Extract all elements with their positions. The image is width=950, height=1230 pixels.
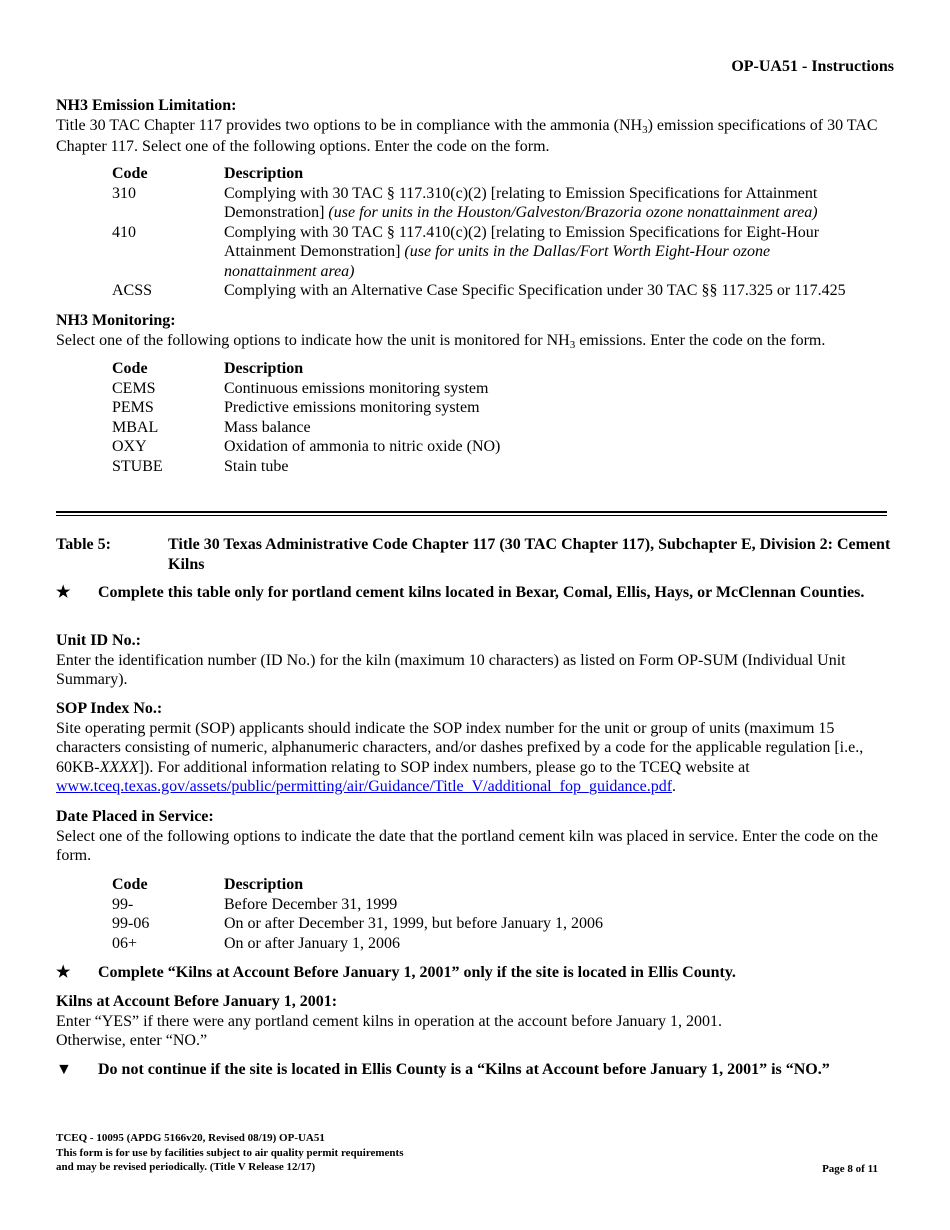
instruction-note <box>56 1060 894 1080</box>
nh3-emission-intro-a: Title 30 TAC Chapter 117 provides two options to be in compliance with the ammonia (NH <box>56 116 643 134</box>
triangle-down-icon: ▼ <box>56 1061 72 1078</box>
nh3-emission-heading: NH3 Emission Limitation: <box>56 97 237 114</box>
description-column-header: Description <box>224 876 304 893</box>
row-code: OXY <box>112 438 147 455</box>
page-header-title: OP-UA51 - Instructions <box>731 58 894 75</box>
nh3-monitoring-section <box>56 311 894 352</box>
table-header-row <box>112 875 894 895</box>
nh3-subscript: 3 <box>569 338 576 351</box>
note-text: Do not continue if the site is located in Ellis County is a “Kilns at Account before January 1, 2001” is “NO.” <box>98 1061 830 1078</box>
row-code: 410 <box>112 223 136 241</box>
nh3-monitoring-heading: NH3 Monitoring: <box>56 312 176 329</box>
table5-title-text: Title 30 Texas Administrative Code Chapter 117 (30 TAC Chapter 117), Subchapter E, Division 2: Cement Kilns <box>168 536 891 573</box>
date-service-heading: Date Placed in Service: <box>56 808 214 825</box>
table-row <box>112 379 894 399</box>
nh3-monitoring-code-table <box>112 359 894 476</box>
footer-line3: and may be revised periodically. (Title V Release 12/17) <box>56 1161 316 1173</box>
nh3-emission-code-table <box>112 164 894 301</box>
date-service-text: Select one of the following options to indicate the date that the portland cement kiln was placed in service. Enter the code on the form. <box>56 827 878 864</box>
table-row <box>112 457 894 477</box>
sop-text-italic: XXXX <box>99 758 139 776</box>
description-column-header: Description <box>224 360 304 377</box>
row-description <box>224 223 894 282</box>
table-header-row <box>112 359 894 379</box>
code-column-header: Code <box>112 360 148 377</box>
sop-text-c: . <box>672 778 677 795</box>
row-code: 310 <box>112 184 136 202</box>
table-header-row <box>112 164 894 184</box>
table-row <box>112 895 894 915</box>
sop-index-section <box>56 699 894 797</box>
row-code: PEMS <box>112 399 154 416</box>
row-desc-note: (use for units in the Dallas/Fort Worth Eight-Hour ozone nonattainment area) <box>224 243 771 280</box>
row-code: 06+ <box>112 934 138 952</box>
instruction-note <box>56 963 894 983</box>
unit-id-section <box>56 631 894 690</box>
footer-line2: This form is for use by facilities subject to air quality permit requirements <box>56 1146 404 1159</box>
page-number: Page 8 of 11 <box>822 1163 878 1175</box>
table-row <box>112 934 894 954</box>
row-code: 99- <box>112 895 134 913</box>
table5-title <box>56 535 894 574</box>
code-column-header: Code <box>112 876 148 893</box>
row-desc-text: Complying with an Alternative Case Specific Specification under 30 TAC §§ 117.325 or 117.425 <box>224 282 846 299</box>
nh3-monitoring-intro-b: emissions. Enter the code on the form. <box>575 331 826 349</box>
table-row <box>112 418 894 438</box>
table-row <box>112 281 894 301</box>
tceq-guidance-link[interactable]: www.tceq.texas.gov/assets/public/permitting/air/Guidance/Title_V/additional_fop_guidance.pdf <box>56 778 673 795</box>
nh3-emission-intro <box>56 116 894 157</box>
row-description <box>224 281 894 301</box>
code-column-header: Code <box>112 165 148 182</box>
description-column-header: Description <box>224 165 304 182</box>
row-code: ACSS <box>112 282 153 299</box>
date-service-section <box>56 807 894 866</box>
table-row <box>112 223 894 282</box>
row-description <box>224 184 894 223</box>
note-text: Complete “Kilns at Account Before January 1, 2001” only if the site is located in Ellis County. <box>98 964 736 981</box>
row-description: Before December 31, 1999 <box>224 895 398 913</box>
table5-label: Table 5: <box>56 536 111 553</box>
page-footer <box>56 1131 404 1175</box>
sop-text-b: ]). For additional information relating to SOP index numbers, please go to the TCEQ website at <box>138 758 750 776</box>
sop-index-text <box>56 719 894 797</box>
row-description: Mass balance <box>224 418 311 436</box>
row-description: Oxidation of ammonia to nitric oxide (NO) <box>224 438 501 455</box>
unit-id-text: Enter the identification number (ID No.) for the kiln (maximum 10 characters) as listed on Form OP-SUM (Individual Unit Summary). <box>56 651 846 688</box>
row-desc-text: Complying with 30 TAC § 117.410(c)(2) [relating to Emission Specifications for Eight-Hour Attainment Demonstration] <box>224 223 820 260</box>
row-code: MBAL <box>112 418 159 436</box>
instruction-note <box>56 583 894 603</box>
section-divider-thin <box>56 515 887 516</box>
row-description: Continuous emissions monitoring system <box>224 379 489 397</box>
row-code: CEMS <box>112 379 156 397</box>
note-text: Complete this table only for portland cement kilns located in Bexar, Comal, Ellis, Hays, or McClennan Counties. <box>98 584 865 601</box>
nh3-emission-section <box>56 96 894 157</box>
nh3-monitoring-intro-a: Select one of the following options to indicate how the unit is monitored for NH <box>56 331 570 349</box>
row-description: Predictive emissions monitoring system <box>224 399 480 416</box>
nh3-emission-intro-b: ) emission specifications of 30 TAC Chapter 117. Select one of the following options. Enter the code on the form. <box>56 116 878 155</box>
row-description: On or after January 1, 2006 <box>224 934 400 952</box>
kilns-heading: Kilns at Account Before January 1, 2001: <box>56 993 338 1010</box>
row-code: STUBE <box>112 457 163 475</box>
date-service-code-table <box>112 875 894 953</box>
star-icon: ★ <box>56 964 71 981</box>
sop-text-a: Site operating permit (SOP) applicants should indicate the SOP index number for the unit or group of units (maximum 15 characters consisting of numeric, alphanumeric characters, and/or dashes prefixed by a code for the applicable regulation [i.e., 60KB- <box>56 719 864 776</box>
footer-line1: TCEQ - 10095 (APDG 5166v20, Revised 08/19) OP-UA51 <box>56 1132 325 1144</box>
table-row <box>112 184 894 223</box>
kilns-text-line2: Otherwise, enter “NO.” <box>56 1032 208 1049</box>
star-icon: ★ <box>56 584 71 601</box>
row-desc-text: Complying with 30 TAC § 117.310(c)(2) [relating to Emission Specifications for Attainment Demonstration] <box>224 184 818 221</box>
table-row <box>112 437 894 457</box>
row-code: 99-06 <box>112 915 150 932</box>
section-divider-thick <box>56 511 887 513</box>
nh3-subscript: 3 <box>642 123 648 136</box>
row-description: Stain tube <box>224 457 289 475</box>
row-desc-note: (use for units in the Houston/Galveston/Brazoria ozone nonattainment area) <box>328 204 818 221</box>
row-description: On or after December 31, 1999, but before January 1, 2006 <box>224 915 603 932</box>
kilns-text-line1: Enter “YES” if there were any portland cement kilns in operation at the account before January 1, 2001. <box>56 1012 722 1030</box>
sop-index-heading: SOP Index No.: <box>56 700 163 717</box>
nh3-monitoring-intro <box>56 331 894 353</box>
kilns-section <box>56 992 894 1051</box>
unit-id-heading: Unit ID No.: <box>56 632 141 649</box>
table-row <box>112 398 894 418</box>
table-row <box>112 914 894 934</box>
